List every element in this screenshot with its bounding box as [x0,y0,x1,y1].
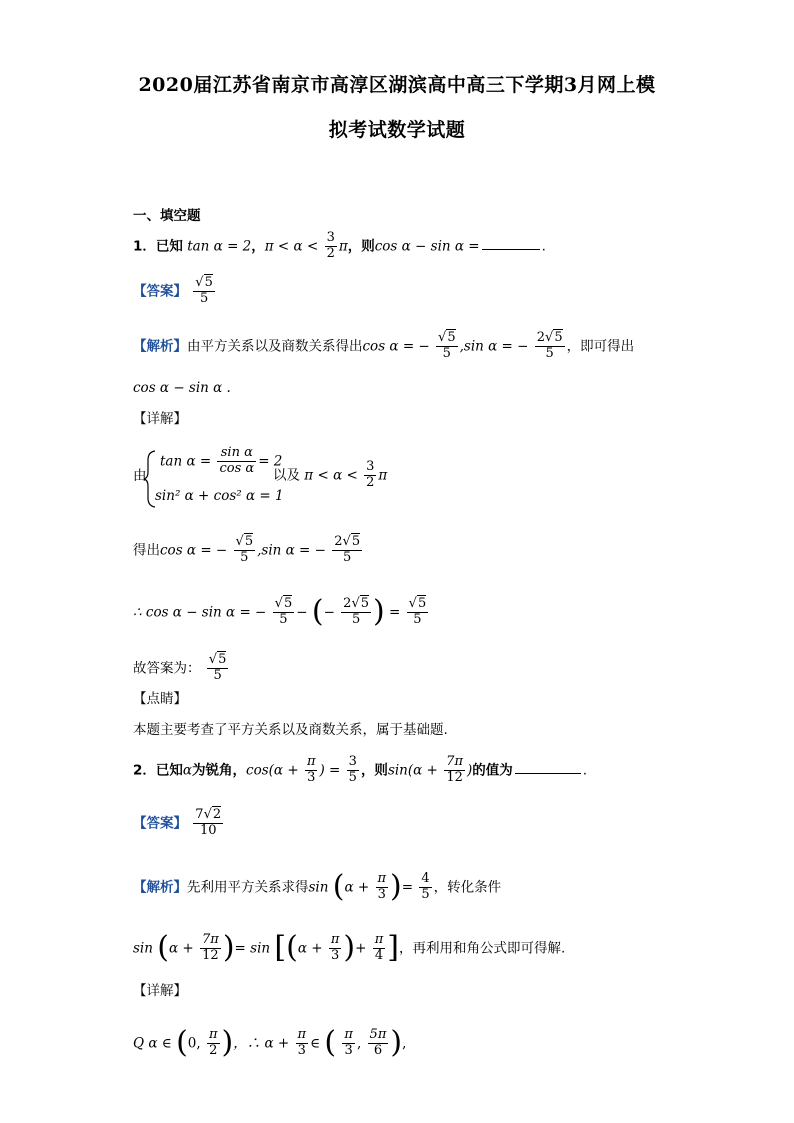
q1-answer-blank [482,237,540,250]
q1-analysis: 【解析】由平方关系以及商数关系得出cos α = − $\frac{√5}{5}$ ,sin α = − $\frac{2√5}{5}$ ，即可得出 [133,330,635,361]
q1-answer [133,276,217,307]
q2-answer-blank [515,761,581,774]
title-line-1: 2020届江苏省南京市高淳区湖滨高中高三下学期3月网上模 [138,74,656,96]
q1-system-you: 由 [133,468,147,484]
q2-detail-label: 【详解】 [133,983,187,999]
q1-range-frac: $\frac{3}{2}$ [326,230,335,261]
q1-expr: cos α − sin α = [374,238,480,255]
title-line-2: 拟考试数学试题 [328,119,466,141]
q1-note-label: 【点睛】 [133,691,187,707]
q2-last-line: Q α ∈ (0, $\frac{\pi}{2}$ )，∴ α + $\frac{\pi}{3}$ ∈ ( $\frac{\pi}{3}$ , $\frac{5\pi}{6}$ ), [133,1025,407,1061]
q1-final: 故答案为： $\frac{√5}{5}$ [133,652,227,683]
section-heading: 一、填空题 [133,208,201,224]
q2-analysis-line2: sin (α + $\frac{7\pi}{12}$ )= sin [(α + $\frac{\pi}{3}$ )+ $\frac{\pi}{4}$ ]，再利用和角公式即可得解. [133,930,566,966]
q1-prefix: 已知 [155,238,183,255]
q1-note-text: 本题主要考查了平方关系以及商数关系，属于基础题. [133,722,448,738]
q1-system-range: 以及 π < α < $\frac{3}{2}$ π [273,459,388,490]
q1-then: ，则 [347,238,375,255]
q1-therefore: ∴ cos α − sin α = − $\frac{√5}{5}$ − (− $\frac{2√5}{5}$ ) = $\frac{√5}{5}$ [133,594,427,630]
q1-system-row1: tan α = $\frac{\text{sin α}}{\text{cos α}}$ = 2 [160,445,283,476]
q1-detail-label: 【详解】 [133,411,187,427]
q1-analysis-line2: cos α − sin α . [133,380,231,396]
q1-system-row2: sin² α + cos² α = 1 [155,488,284,504]
q1-stem: 1．已知 tan α = 2，π < α < $\frac{3}{2}$ π，则cos α − sin α = . [133,230,546,261]
q1-number: 1． [133,238,156,255]
analysis-label: 【解析】 [133,338,187,355]
q1-comma1: ， [251,238,265,255]
q1-cond2: π < α < [264,238,319,255]
q2-answer: 【答案】 $\frac{7√2}{10}$ [133,807,222,838]
q1-cond1: tan α = 2 [187,238,252,255]
q2-stem: 2．已知α为锐角，cos(α + $\frac{\pi}{3}$ ) = $\frac{3}{5}$ ，则sin(α + $\frac{7\pi}{12}$ )的值为 . [133,754,588,785]
q1-derive: 得出cos α = − $\frac{√5}{5}$ ,sin α = − $\frac{2√5}{5}$ [133,534,361,565]
q2-number: 2． [133,762,156,779]
q2-analysis: 【解析】先利用平方关系求得sin (α + $\frac{\pi}{3}$ )= $\frac{4}{5}$ ，转化条件 [133,869,502,905]
q1-answer-frac: $\frac{√5}{5}$ [195,275,213,306]
answer-label: 【答案】 [133,283,187,300]
